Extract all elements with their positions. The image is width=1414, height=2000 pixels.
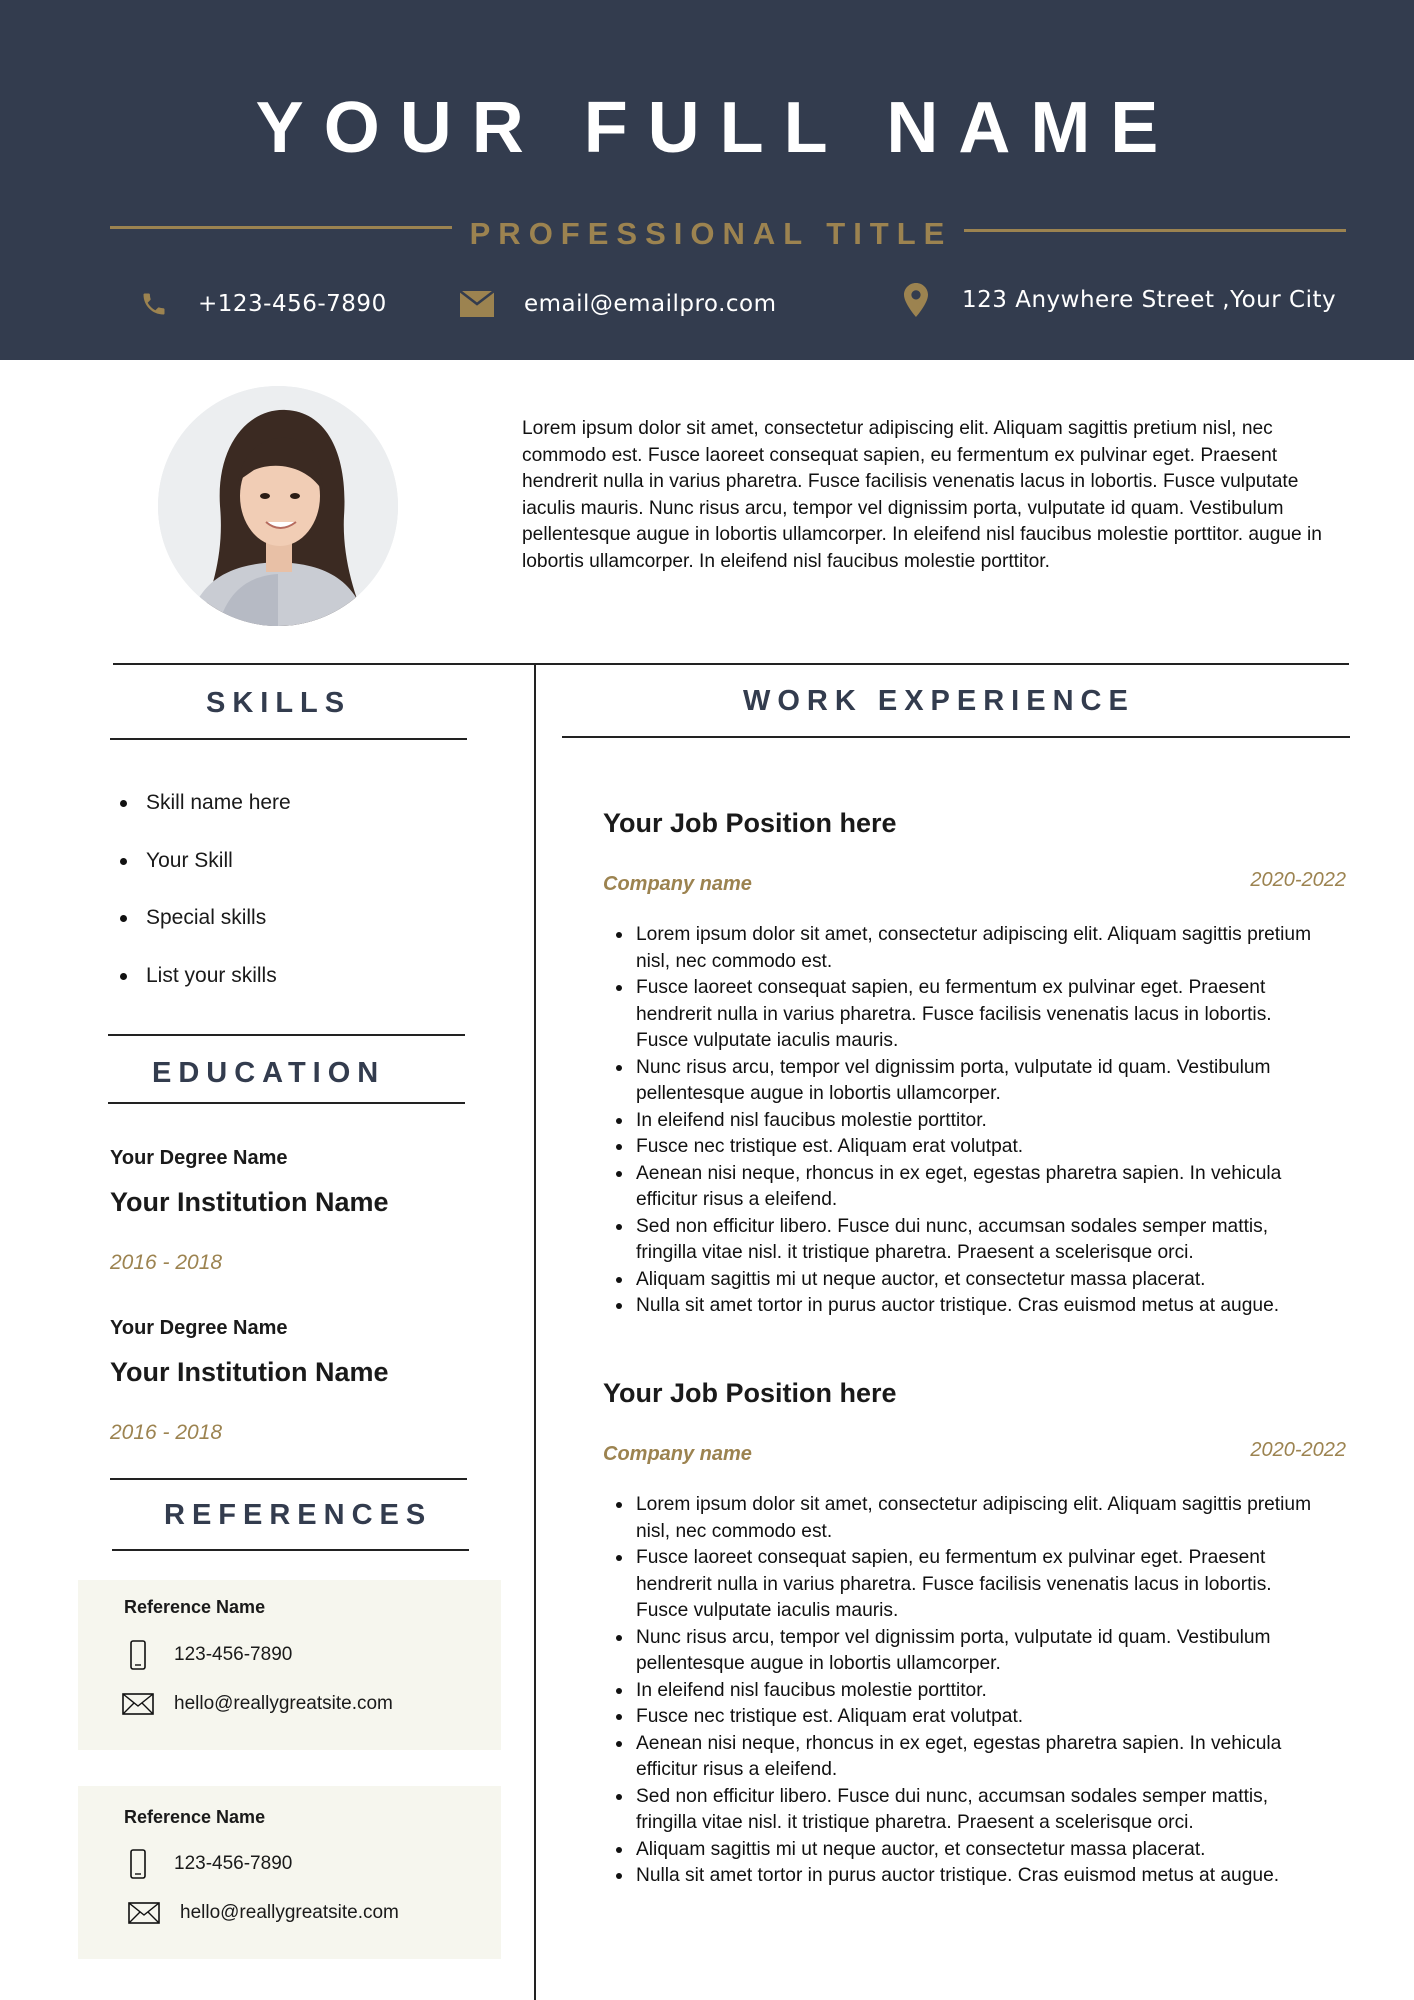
bullet-item: In eleifend nisl faucibus molestie porttitor. xyxy=(636,1678,1316,1705)
reference-card xyxy=(78,1786,501,1959)
reference-card xyxy=(78,1580,501,1750)
work-heading-rule xyxy=(562,736,1350,738)
contact-phone xyxy=(140,284,387,324)
bullet-item: Aliquam sagittis mi ut neque auctor, et consectetur massa placerat. xyxy=(636,1837,1316,1864)
reference-phone xyxy=(122,1849,292,1879)
education-rule-top xyxy=(108,1034,465,1036)
skill-item: Special skills xyxy=(118,905,291,963)
skill-item: Skill name here xyxy=(118,790,291,848)
job-years: 2020-2022 xyxy=(1250,869,1346,891)
bullet-item: Sed non efficitur libero. Fusce dui nunc, accumsan sodales semper mattis, fringilla vitae nisl. it tristique pharetra. Praesent a scelerisque orci. xyxy=(636,1784,1316,1837)
profile-photo xyxy=(158,386,398,626)
education-rule-bottom xyxy=(108,1102,465,1104)
bullet-item: Aliquam sagittis mi ut neque auctor, et consectetur massa placerat. xyxy=(636,1267,1316,1294)
title-divider-right xyxy=(964,229,1346,232)
education-institution: Your Institution Name xyxy=(110,1357,389,1387)
references-heading: REFERENCES xyxy=(164,1499,433,1531)
job-bullets xyxy=(636,922,1316,1320)
education-years: 2016 - 2018 xyxy=(110,1421,223,1444)
reference-email-text[interactable]: hello@reallygreatsite.com xyxy=(174,1693,393,1714)
professional-title: PROFESSIONAL TITLE xyxy=(469,216,953,251)
education-degree: Your Degree Name xyxy=(110,1317,288,1339)
full-name: YOUR FULL NAME xyxy=(255,88,1179,168)
reference-name: Reference Name xyxy=(124,1807,266,1827)
job-position: Your Job Position here xyxy=(603,808,897,838)
section-rule-top xyxy=(113,663,1349,665)
references-rule-bottom xyxy=(112,1549,469,1551)
reference-phone xyxy=(122,1640,292,1670)
job-position: Your Job Position here xyxy=(603,1378,897,1408)
skills-heading-rule xyxy=(110,738,467,740)
phone-icon xyxy=(140,290,168,318)
bullet-item: Aenean nisi neque, rhoncus in ex eget, egestas pharetra sapien. In vehicula efficitur risus a eleifend. xyxy=(636,1731,1316,1784)
skills-list xyxy=(118,790,291,1020)
contact-address xyxy=(904,280,1336,320)
mobile-phone-icon xyxy=(122,1640,154,1670)
phone-text[interactable]: +123-456-7890 xyxy=(198,291,387,317)
bullet-item: Nunc risus arcu, tempor vel dignissim porta, vulputate id quam. Vestibulum pellentesque augue in lobortis ullamcorper. xyxy=(636,1625,1316,1678)
bullet-item: Nunc risus arcu, tempor vel dignissim porta, vulputate id quam. Vestibulum pellentesque augue in lobortis ullamcorper. xyxy=(636,1055,1316,1108)
bullet-item: Fusce laoreet consequat sapien, eu fermentum ex pulvinar eget. Praesent hendrerit nulla in varius pharetra. Fusce facilisis venenatis lacus in lobortis. Fusce vulputate iaculis mauris. xyxy=(636,975,1316,1055)
education-years: 2016 - 2018 xyxy=(110,1251,223,1274)
profile-summary: Lorem ipsum dolor sit amet, consectetur adipiscing elit. Aliquam sagittis pretium nisl, nec commodo est. Fusce laoreet consequat sapien, eu fermentum ex pulvinar eget. Praesent hendrerit nulla in varius pharetra. Fusce facilisis venenatis lacus in lobortis. Fusce vulputate iaculis mauris. Nunc risus arcu, tempor vel dignissim porta, vulputate id quam. Vestibulum pellentesque augue in lobortis ullamcorper. In eleifend nisl faucibus molestie porttitor. augue in lobortis ullamcorper. In eleifend nisl faucibus molestie porttitor. xyxy=(522,418,1322,572)
skills-heading: SKILLS xyxy=(206,687,352,719)
envelope-icon xyxy=(122,1693,154,1715)
bullet-item: Fusce nec tristique est. Aliquam erat volutpat. xyxy=(636,1134,1316,1161)
bullet-item: Lorem ipsum dolor sit amet, consectetur adipiscing elit. Aliquam sagittis pretium nisl, nec commodo est. xyxy=(636,922,1316,975)
education-degree: Your Degree Name xyxy=(110,1147,288,1169)
bullet-item: Lorem ipsum dolor sit amet, consectetur adipiscing elit. Aliquam sagittis pretium nisl, nec commodo est. xyxy=(636,1492,1316,1545)
work-experience-heading: WORK EXPERIENCE xyxy=(743,685,1135,717)
envelope-icon xyxy=(128,1902,160,1924)
bullet-item: Fusce laoreet consequat sapien, eu fermentum ex pulvinar eget. Praesent hendrerit nulla in varius pharetra. Fusce facilisis venenatis lacus in lobortis. Fusce vulputate iaculis mauris. xyxy=(636,1545,1316,1625)
email-icon xyxy=(460,291,494,317)
bullet-item: Sed non efficitur libero. Fusce dui nunc, accumsan sodales semper mattis, fringilla vitae nisl. it tristique pharetra. Praesent a scelerisque orci. xyxy=(636,1214,1316,1267)
job-bullets xyxy=(636,1492,1316,1890)
education-heading: EDUCATION xyxy=(152,1057,386,1089)
address-text: 123 Anywhere Street ,Your City xyxy=(962,287,1337,313)
reference-phone-text[interactable]: 123-456-7890 xyxy=(174,1853,293,1874)
references-rule-top xyxy=(110,1478,467,1480)
reference-email-text[interactable]: hello@reallygreatsite.com xyxy=(180,1902,399,1923)
skill-item: Your Skill xyxy=(118,848,291,906)
header-banner xyxy=(0,0,1414,360)
skill-item: List your skills xyxy=(118,963,291,1021)
bullet-item: Aenean nisi neque, rhoncus in ex eget, egestas pharetra sapien. In vehicula efficitur risus a eleifend. xyxy=(636,1161,1316,1214)
reference-phone-text[interactable]: 123-456-7890 xyxy=(174,1644,293,1665)
bullet-item: In eleifend nisl faucibus molestie porttitor. xyxy=(636,1108,1316,1135)
reference-email xyxy=(122,1693,393,1715)
bullet-item: Nulla sit amet tortor in purus auctor tristique. Cras euismod metus at augue. xyxy=(636,1863,1316,1890)
reference-name: Reference Name xyxy=(124,1597,266,1617)
reference-email xyxy=(128,1902,399,1924)
column-divider xyxy=(534,664,536,2000)
email-text[interactable]: email@emailpro.com xyxy=(524,291,777,317)
mobile-phone-icon xyxy=(122,1849,154,1879)
bullet-item: Fusce nec tristique est. Aliquam erat volutpat. xyxy=(636,1704,1316,1731)
education-institution: Your Institution Name xyxy=(110,1187,389,1217)
job-years: 2020-2022 xyxy=(1250,1439,1346,1461)
location-pin-icon xyxy=(904,283,928,317)
company-name: Company name xyxy=(603,873,752,895)
bullet-item: Nulla sit amet tortor in purus auctor tristique. Cras euismod metus at augue. xyxy=(636,1293,1316,1320)
contact-email xyxy=(460,284,777,324)
company-name: Company name xyxy=(603,1443,752,1465)
